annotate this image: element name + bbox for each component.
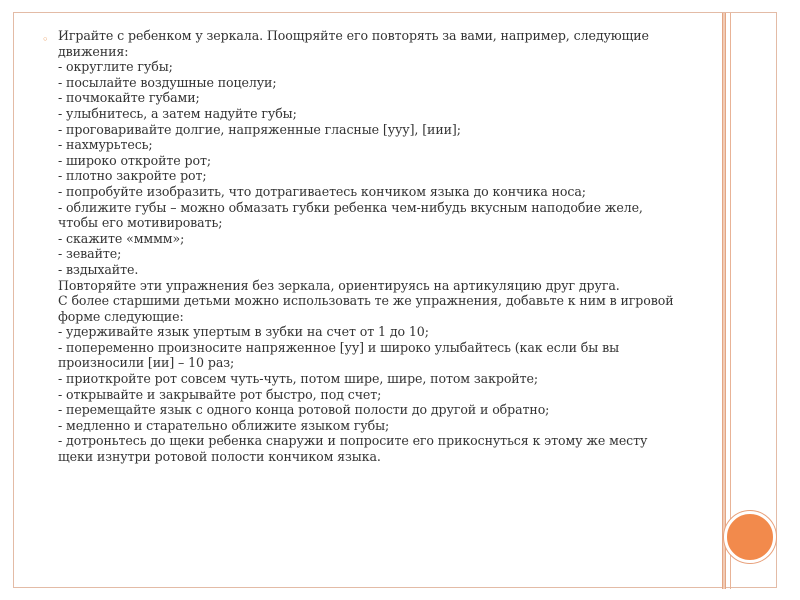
list-item: - широко откройте рот;: [58, 152, 211, 168]
list-item: - плотно закройте рот;: [58, 168, 207, 184]
ring-bullet-icon: ◦: [42, 33, 49, 46]
list-item: - проговаривайте долгие, напряженные гласные [ууу], [иии];: [58, 121, 461, 137]
decorative-orange-circle: [724, 511, 776, 563]
list-item: - попеременно произносите напряженное [уу] и широко улыбайтесь (как если бы вы: [58, 339, 620, 355]
text-line: чтобы его мотивировать;: [58, 215, 223, 231]
list-item: - удерживайте язык упертым в зубки на счет от 1 до 10;: [58, 324, 429, 340]
text-line: движения:: [58, 43, 129, 59]
decorative-vertical-band: [722, 13, 726, 589]
list-item: - медленно и старательно оближите языком губы;: [58, 417, 390, 433]
list-item: - открывайте и закрывайте рот быстро, под счет;: [58, 386, 382, 402]
text-line: произносили [ии] – 10 раз;: [58, 355, 235, 371]
list-item: - скажите «мммм»;: [58, 230, 185, 246]
text-line: С более старшими детьми можно использовать те же упражнения, добавьте к ним в игровой: [58, 293, 674, 309]
list-item: - посылайте воздушные поцелуи;: [58, 74, 277, 90]
text-line: Повторяйте эти упражнения без зеркала, ориентируясь на артикуляцию друг друга.: [58, 277, 620, 293]
list-item: - попробуйте изобразить, что дотрагиваетесь кончиком языка до кончика носа;: [58, 183, 586, 199]
list-item: - почмокайте губами;: [58, 90, 200, 106]
list-item: - улыбнитесь, а затем надуйте губы;: [58, 105, 297, 121]
list-item: - дотроньтесь до щеки ребенка снаружи и попросите его прикоснуться к этому же месту: [58, 433, 648, 449]
text-line: щеки изнутри ротовой полости кончиком языка.: [58, 449, 381, 465]
list-item: - нахмурьтесь;: [58, 137, 153, 153]
list-item: - зевайте;: [58, 246, 122, 262]
list-item: - перемещайте язык с одного конца ротовой полости до другой и обратно;: [58, 402, 550, 418]
text-line: форме следующие:: [58, 308, 184, 324]
list-item: - приоткройте рот совсем чуть-чуть, потом шире, шире, потом закройте;: [58, 371, 538, 387]
list-item: - оближите губы – можно обмазать губки ребенка чем-нибудь вкусным наподобие желе,: [58, 199, 643, 215]
list-item: - вздыхайте.: [58, 261, 139, 277]
slide-body-text: [58, 28, 708, 465]
list-item: - округлите губы;: [58, 59, 173, 75]
text-line: Играйте с ребенком у зеркала. Поощряйте его повторять за вами, например, следующие: [58, 28, 649, 43]
decorative-vertical-line: [730, 13, 731, 589]
